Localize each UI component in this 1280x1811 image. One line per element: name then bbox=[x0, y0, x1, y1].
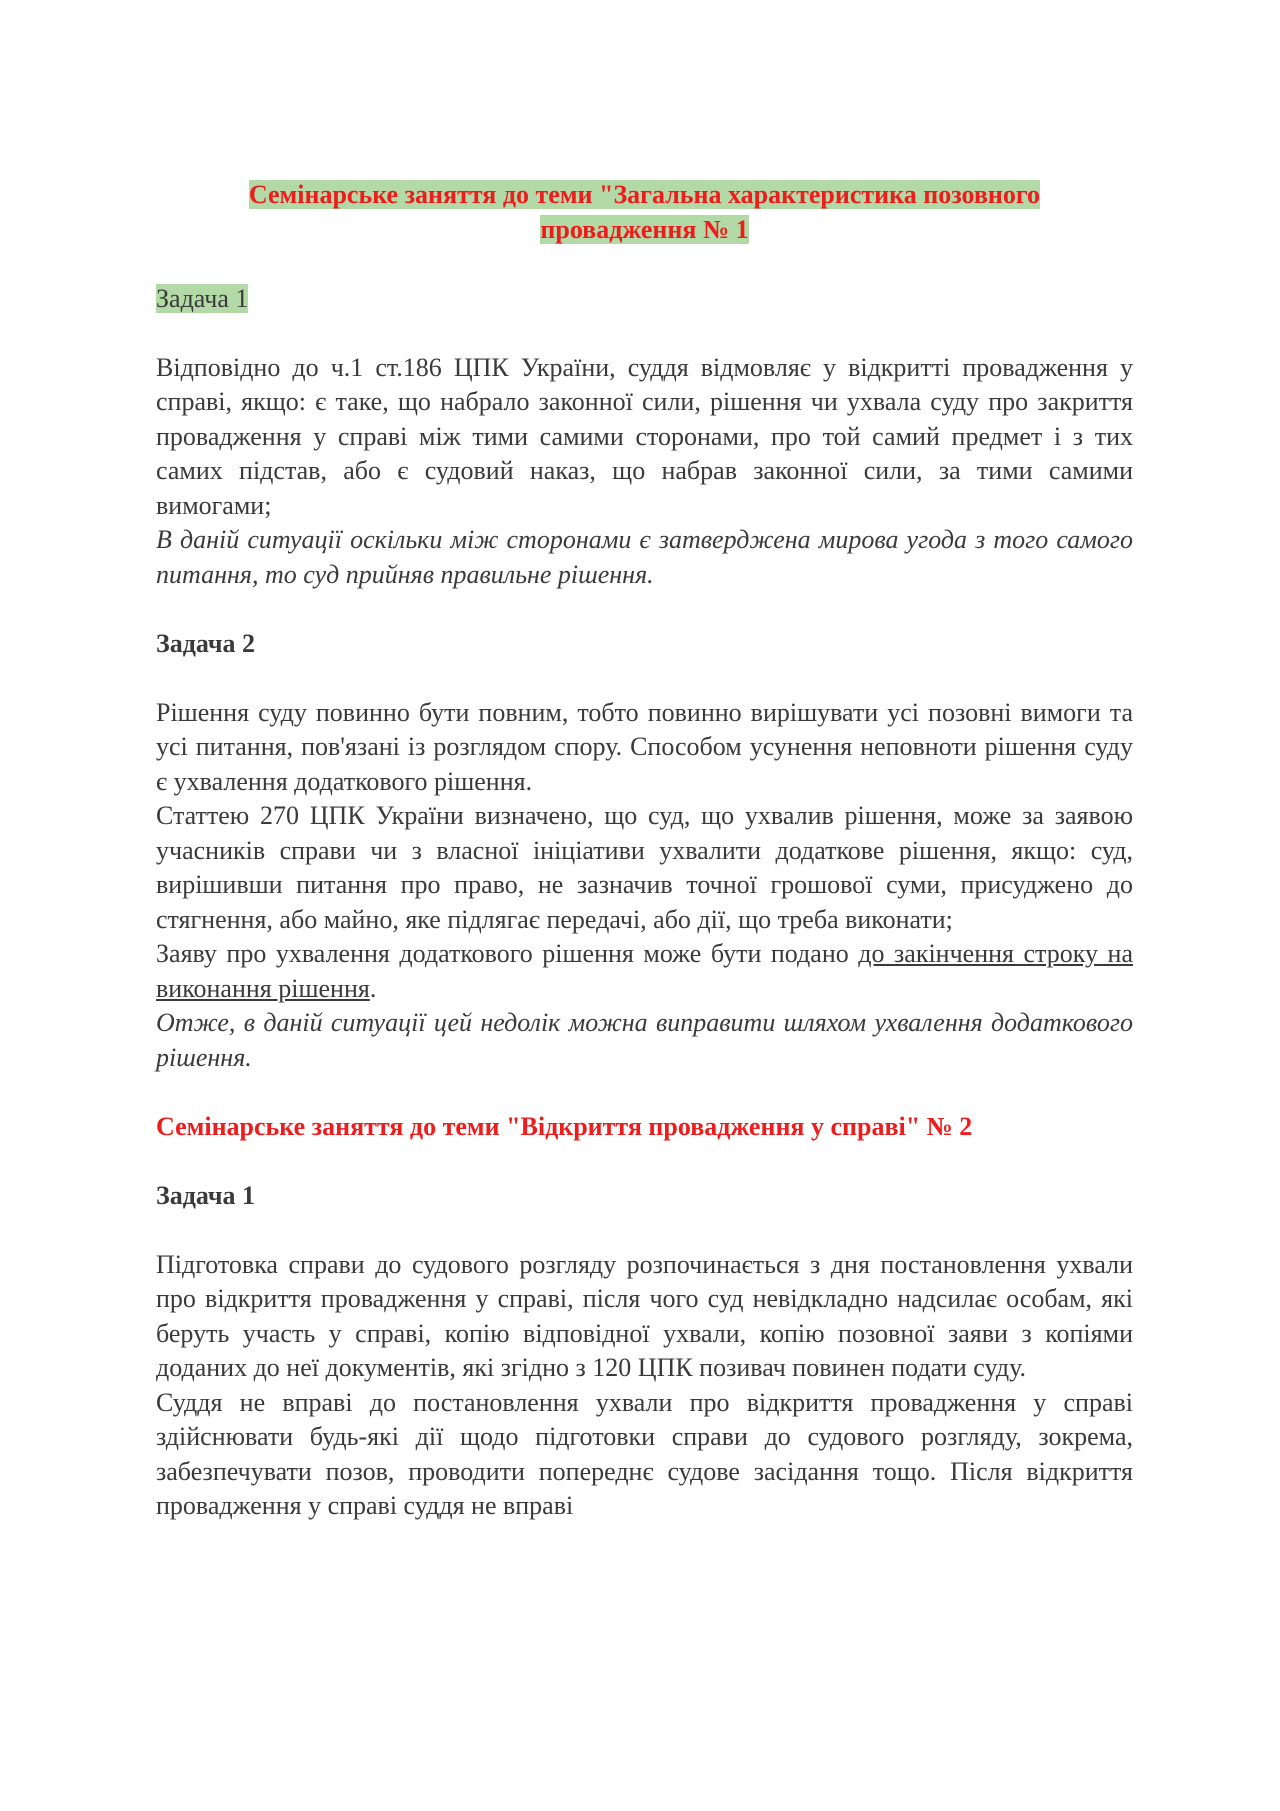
seminar2-title: Семінарське заняття до теми "Відкриття провадження у справі" № 2 bbox=[156, 1111, 973, 1141]
task1-2-paragraph-1: Рішення суду повинно бути повним, тобто повинно вирішувати усі позовні вимоги та усі питання, пов'язані із розглядом спору. Способом усунення неповноти рішення суду є ухвалення додаткового рішення. bbox=[156, 697, 1133, 796]
underlined-phrase: до закінчення строку на виконання рішення bbox=[156, 939, 1133, 1003]
task1-1-heading: Задача 1 bbox=[156, 283, 249, 313]
task1-2-paragraph-3: Заяву про ухвалення додаткового рішення може бути подано до закінчення строку на виконання рішення. bbox=[156, 939, 1133, 1003]
document-page bbox=[156, 178, 1133, 1524]
seminar1-title-line1: Семінарське заняття до теми "Загальна характеристика позовного bbox=[248, 180, 1041, 209]
task1-2-heading: Задача 2 bbox=[156, 628, 255, 658]
task1-1-paragraph-2: В даній ситуації оскільки між сторонами є затверджена мирова угода з того самого питання, то суд прийняв правильне рішення. bbox=[156, 525, 1133, 589]
task2-1-heading: Задача 1 bbox=[156, 1180, 255, 1210]
task1-2-paragraph-2: Статтею 270 ЦПК України визначено, що суд, що ухвалив рішення, може за заявою учасників справи чи з власної ініціативи ухвалити додаткове рішення, якщо: суд, вирішивши питання про право, не зазначив точної грошової суми, присуджено до стягнення, або майно, яке підлягає передачі, або дії, що треба виконати; bbox=[156, 801, 1133, 934]
task1-2-paragraph-4: Отже, в даній ситуації цей недолік можна виправити шляхом ухвалення додаткового рішення. bbox=[156, 1008, 1133, 1072]
seminar1-title bbox=[156, 178, 1133, 247]
task1-1-paragraph-1: Відповідно до ч.1 ст.186 ЦПК України, суддя відмовляє у відкритті провадження у справі, якщо: є таке, що набрало законної сили, рішення чи ухвала суду про закриття провадження у справі між тими самими сторонами, про той самий предмет і з тих самих підстав, або є судовий наказ, що набрав законної сили, за тими самими вимогами; bbox=[156, 352, 1133, 520]
task2-1-paragraph-1: Підготовка справи до судового розгляду розпочинається з дня постановлення ухвали про відкриття провадження у справі, після чого суд невідкладно надсилає особам, які беруть участь у справі, копію відповідної ухвали, копію позовної заяви з копіями доданих до неї документів, які згідно з 120 ЦПК позивач повинен подати суду. bbox=[156, 1249, 1133, 1382]
task2-1-paragraph-2: Суддя не вправі до постановлення ухвали про відкриття провадження у справі здійснювати будь-які дії щодо підготовки справи до судового розгляду, зокрема, забезпечувати позов, проводити попереднє судове засідання тощо. Після відкриття провадження у справі суддя не вправі bbox=[156, 1387, 1133, 1520]
seminar1-title-line2: провадження № 1 bbox=[540, 214, 749, 244]
